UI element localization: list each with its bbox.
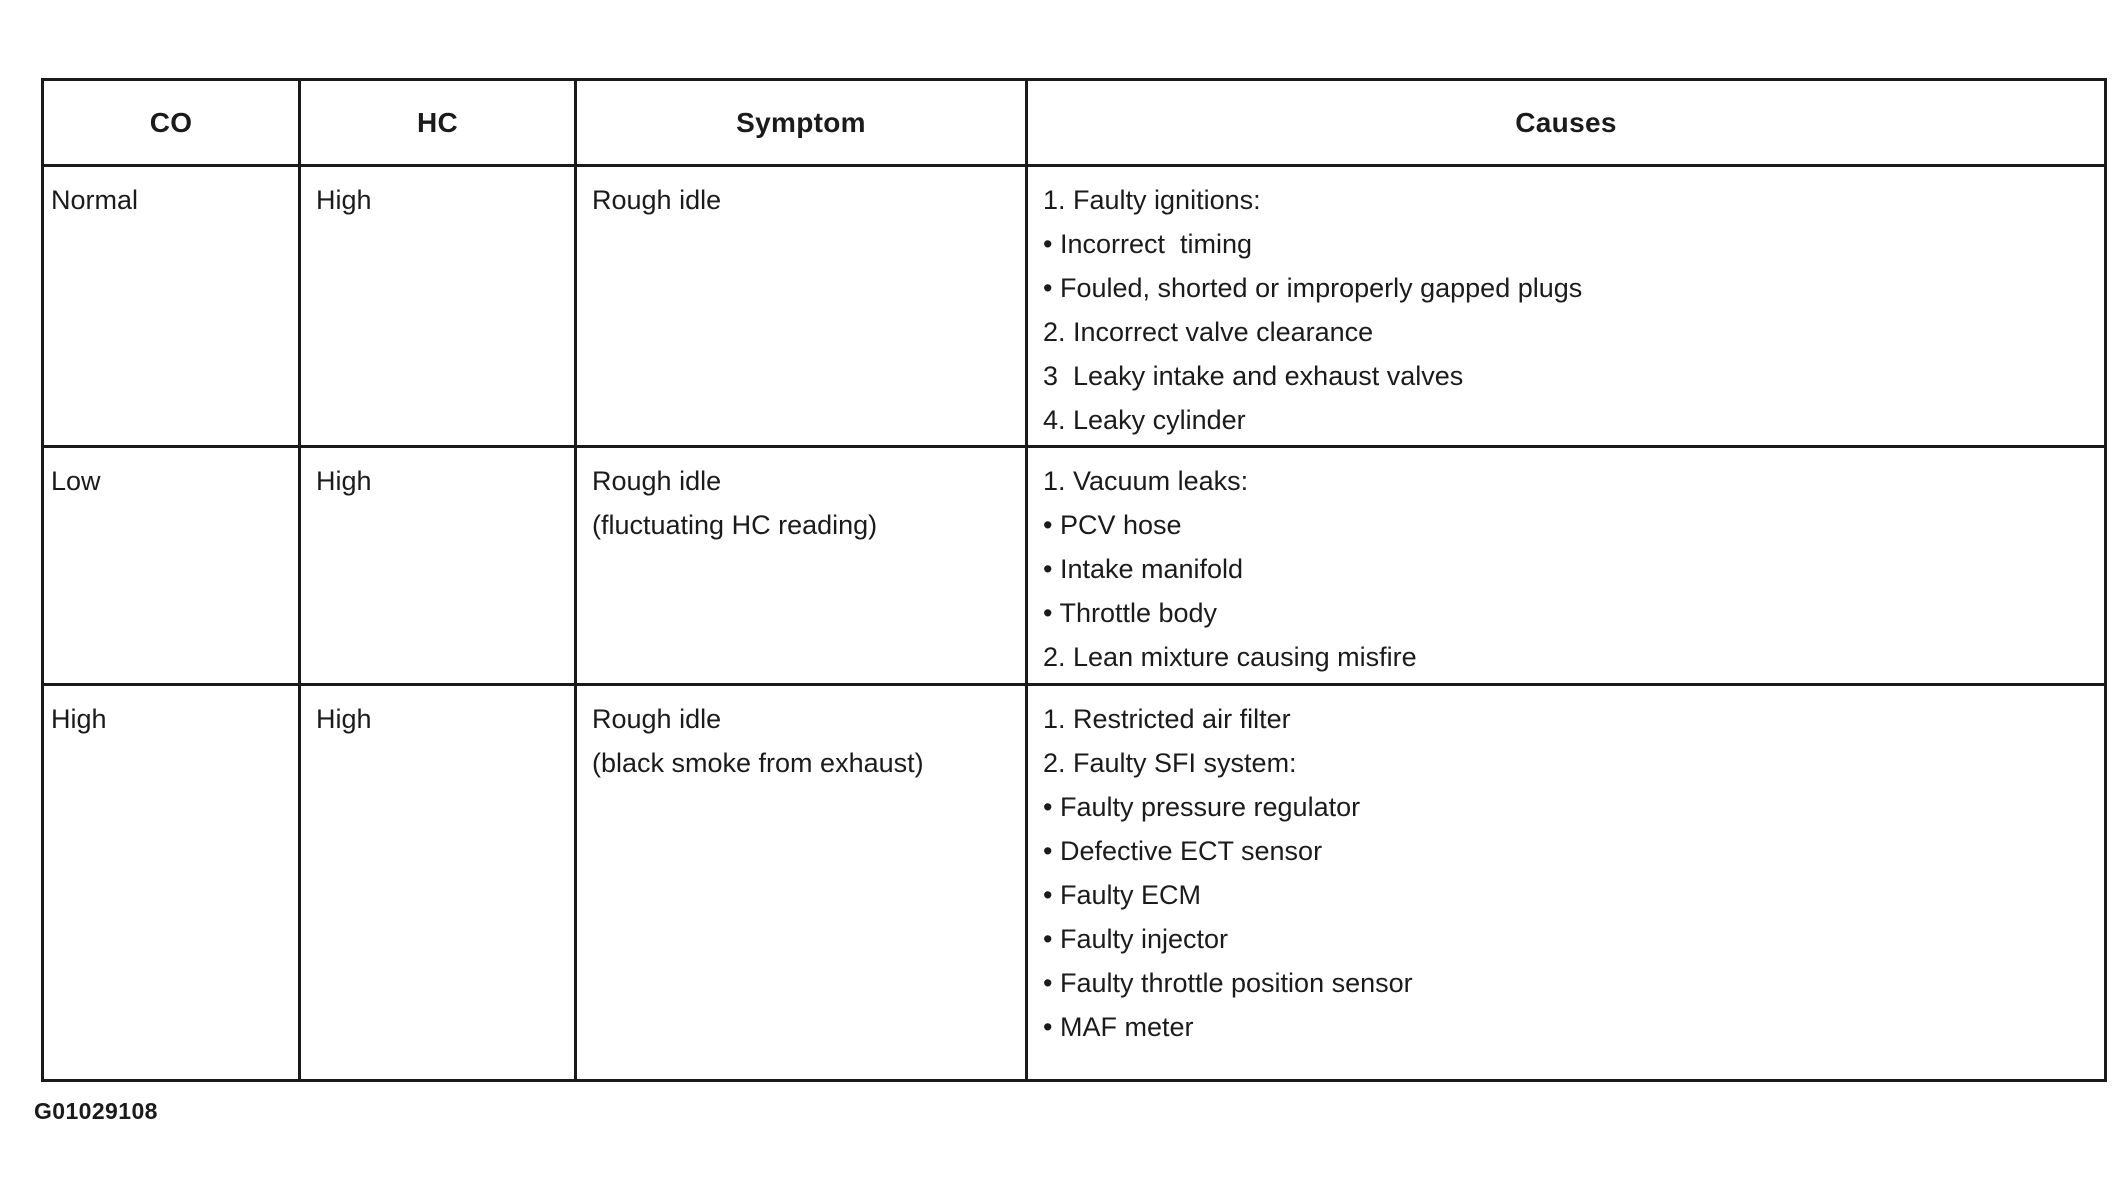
symptom-line: (fluctuating HC reading) bbox=[592, 510, 878, 540]
co-value: Low bbox=[51, 466, 101, 496]
symptom-line: (black smoke from exhaust) bbox=[592, 748, 924, 778]
table-row bbox=[43, 166, 2106, 447]
cause-line: • Incorrect timing bbox=[1043, 229, 1253, 259]
header-cell-co: CO bbox=[43, 80, 300, 166]
cell-co bbox=[43, 166, 300, 447]
cause-line: • Fouled, shorted or improperly gapped plugs bbox=[1043, 273, 1583, 303]
cause-line: • Defective ECT sensor bbox=[1043, 836, 1323, 866]
cause-line: 3 Leaky intake and exhaust valves bbox=[1043, 361, 1464, 391]
cause-line: • Faulty throttle position sensor bbox=[1043, 968, 1413, 998]
co-value: High bbox=[51, 704, 107, 734]
symptom-line: Rough idle bbox=[592, 704, 722, 734]
cause-line: • Throttle body bbox=[1043, 598, 1218, 628]
header-cell-hc: HC bbox=[300, 80, 576, 166]
cause-line: 4. Leaky cylinder bbox=[1043, 405, 1246, 435]
symptom-line: Rough idle bbox=[592, 466, 722, 496]
hc-value: High bbox=[316, 466, 372, 496]
cause-line: • Intake manifold bbox=[1043, 554, 1244, 584]
cell-causes bbox=[1027, 166, 2106, 447]
symptom-line: Rough idle bbox=[592, 185, 722, 215]
cause-line: • MAF meter bbox=[1043, 1012, 1194, 1042]
cell-causes bbox=[1027, 685, 2106, 1081]
table-row bbox=[43, 447, 2106, 685]
cause-line: • PCV hose bbox=[1043, 510, 1182, 540]
cause-line: 1. Vacuum leaks: bbox=[1043, 466, 1249, 496]
cause-line: 2. Faulty SFI system: bbox=[1043, 748, 1297, 778]
cell-hc bbox=[300, 685, 576, 1081]
cell-co bbox=[43, 447, 300, 685]
hc-value: High bbox=[316, 185, 372, 215]
cell-causes bbox=[1027, 447, 2106, 685]
header-cell-symptom: Symptom bbox=[576, 80, 1027, 166]
cause-line: 1. Restricted air filter bbox=[1043, 704, 1291, 734]
cell-symptom bbox=[576, 447, 1027, 685]
cell-hc bbox=[300, 447, 576, 685]
cause-line: • Faulty injector bbox=[1043, 924, 1229, 954]
cause-line: • Faulty ECM bbox=[1043, 880, 1201, 910]
cause-line: • Faulty pressure regulator bbox=[1043, 792, 1361, 822]
cause-line: 2. Lean mixture causing misfire bbox=[1043, 642, 1417, 672]
co-value: Normal bbox=[51, 185, 139, 215]
cell-symptom bbox=[576, 166, 1027, 447]
figure-id: G01029108 bbox=[34, 1098, 158, 1124]
cause-line: 2. Incorrect valve clearance bbox=[1043, 317, 1374, 347]
cell-symptom bbox=[576, 685, 1027, 1081]
cell-co bbox=[43, 685, 300, 1081]
header-cell-causes: Causes bbox=[1027, 80, 2106, 166]
hc-value: High bbox=[316, 704, 372, 734]
table-row bbox=[43, 685, 2106, 1081]
table-header-row bbox=[43, 80, 2106, 166]
cause-line: 1. Faulty ignitions: bbox=[1043, 185, 1261, 215]
emissions-diagnostic-table bbox=[41, 78, 2107, 1082]
cell-hc bbox=[300, 166, 576, 447]
